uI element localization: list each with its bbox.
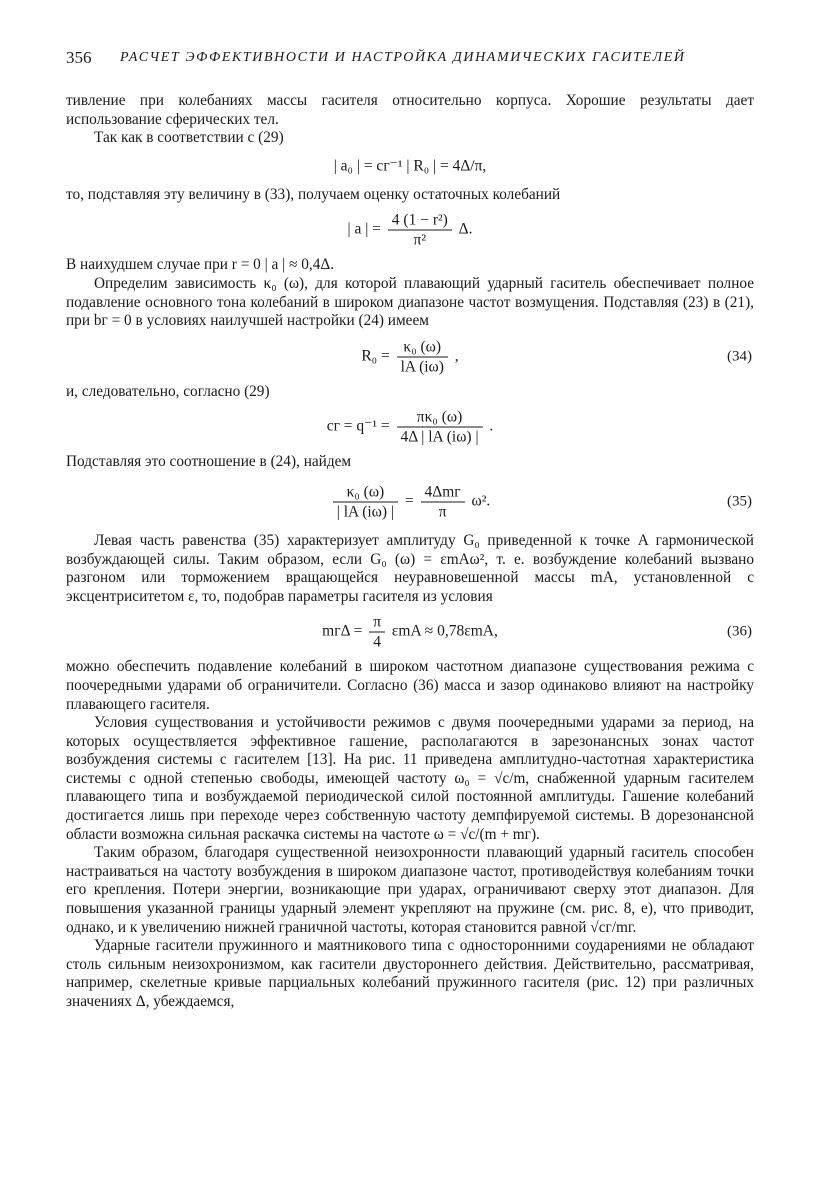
equation-35-denominator-right: π <box>438 503 447 521</box>
paragraph-6: и, следовательно, согласно (29) <box>66 382 270 400</box>
equation-34-numerator: κ₀ (ω) <box>397 338 448 357</box>
equation-35-numerator-left: κ₀ (ω) <box>333 483 398 502</box>
equation-a <box>66 208 754 252</box>
paragraph-1: тивление при колебаниях массы гасителя относительно корпуса. Хорошие результаты дает использование сферических тел. <box>66 92 754 128</box>
equation-35-number: (35) <box>727 493 752 510</box>
paragraph-4: В наихудшем случае при r = 0 | a | ≈ 0,4Δ. <box>66 256 335 274</box>
page-body <box>66 92 754 1012</box>
equation-c <box>66 405 754 449</box>
paragraph-7: Подставляя это соотношение в (24), найдем <box>66 453 352 471</box>
equation-c-denominator: 4Δ | lA (iω) | <box>400 428 479 446</box>
equation-36-fraction <box>369 614 385 651</box>
equation-34-fraction <box>397 338 448 375</box>
paragraph-3: то, подставляя эту величину в (33), получаем оценку остаточных колебаний <box>66 185 561 203</box>
paragraph-2: Так как в соответствии с (29) <box>94 129 284 147</box>
equation-c-lhs: cг = q⁻¹ = <box>326 417 390 435</box>
equation-35-denominator-left: | lA (iω) | <box>336 503 395 521</box>
equation-a0 <box>66 152 754 182</box>
equation-35-tail: ω². <box>471 492 491 510</box>
equation-35-fraction-left <box>333 483 398 520</box>
equation-c-fraction <box>397 409 483 446</box>
equation-a-tail: Δ. <box>458 220 473 238</box>
page-number: 356 <box>66 48 92 67</box>
equation-36-numerator: π <box>369 614 385 633</box>
equation-c-numerator: πκ₀ (ω) <box>397 409 483 428</box>
equation-35-fraction-right <box>421 483 465 520</box>
equation-34-number: (34) <box>727 348 752 365</box>
equation-34 <box>66 335 754 379</box>
equation-34-lhs: R₀ = <box>361 347 390 365</box>
page-header <box>66 48 766 74</box>
equation-34-denominator: lA (iω) <box>400 358 444 376</box>
paragraph-5: Определим зависимость κ₀ (ω), для которой плавающий ударный гаситель обеспечивает полное подавление основного тона колебаний в широком диапазоне частот возмущения. Подставляя (23) в (21), при bг = 0 в условиях наилучшей настройки (24) имеем <box>66 274 754 330</box>
equation-36-denominator: 4 <box>373 633 381 651</box>
paragraph-8: Левая часть равенства (35) характеризует амплитуду G₀ приведенной к точке A гармонической возбуждающей силы. Таким образом, если G₀ (ω) = εmAω², т. е. возбуждение колебаний вызвано разгоном или торможением вращающейся неуравновешенной массы mA, установленной с эксцентриситетом ε, то, подобрав параметры гасителя из условия <box>66 531 754 605</box>
running-title: РАСЧЕТ ЭФФЕКТИВНОСТИ И НАСТРОЙКА ДИНАМИЧЕСКИХ ГАСИТЕЛЕЙ <box>120 50 686 65</box>
paragraph-12: Ударные гасители пружинного и маятникового типа с односторонними соударениями не обладают столь сильным неизохронизмом, как гасители двустороннего действия. Действительно, рассматривая, например, скелетные кривые парциальных колебаний пружинного гасителя (рис. 12) при различных значениях Δ, убеждаемся, <box>66 937 754 1010</box>
equation-36-lhs: mгΔ = <box>322 622 363 640</box>
equation-a-denominator: π² <box>413 231 427 249</box>
equation-c-tail: . <box>489 417 494 435</box>
equation-36-number: (36) <box>727 624 752 641</box>
equation-36-tail: εmA ≈ 0,78εmA, <box>391 622 498 640</box>
equation-36 <box>66 610 754 654</box>
equation-a-lhs: | a | = <box>347 220 381 238</box>
equation-35-equals: = <box>404 492 414 510</box>
equation-a-fraction <box>388 212 452 249</box>
paragraph-9: можно обеспечить подавление колебаний в широком частотном диапазоне существования режима с поочередными ударами об ограничители. Согласно (36) масса и зазор одинаково влияют на настройку плавающего гасителя. <box>66 658 754 713</box>
equation-a0-formula: | a₀ | = cг⁻¹ | R₀ | = 4Δ/π, <box>333 157 487 175</box>
paragraph-11: Таким образом, благодаря существенной неизохронности плавающий ударный гаситель способен настраиваться на частоту возбуждения в широком диапазоне частот, противодействуя колебаниям точки его крепления. Потери энергии, возникающие при ударах, ограничивают сверху этот диапазон. Для повышения указанной границы ударный элемент укрепляют на пружине (см. рис. 8, е), что приводит, однако, и к увеличению нижней граничной частоты, которая становится равной √cг/mг. <box>66 844 754 936</box>
equation-a-numerator: 4 (1 − r²) <box>388 212 452 231</box>
equation-35 <box>66 476 754 528</box>
equation-34-tail: , <box>454 347 459 365</box>
equation-35-numerator-right: 4Δmг <box>421 483 465 502</box>
paragraph-10: Условия существования и устойчивости режимов с двумя поочередными ударами за период, на которых осуществляется эффективное гашение, располагаются в зарезонансных зонах частот возбуждения системы с гасителем [13]. На рис. 11 приведена амплитудно-частотная характеристика системы с одной степенью свободы, имеющей частоту ω₀ = √c/m, снабженной ударным гасителем плавающего типа и возбуждаемой периодической силой постоянной амплитуды. Гашение колебаний достигается лишь при переходе через собственную частоту демпфируемой системы. В дорезонансной области возможна сильная раскачка системы на частоте ω = √c/(m + mг). <box>66 714 754 843</box>
